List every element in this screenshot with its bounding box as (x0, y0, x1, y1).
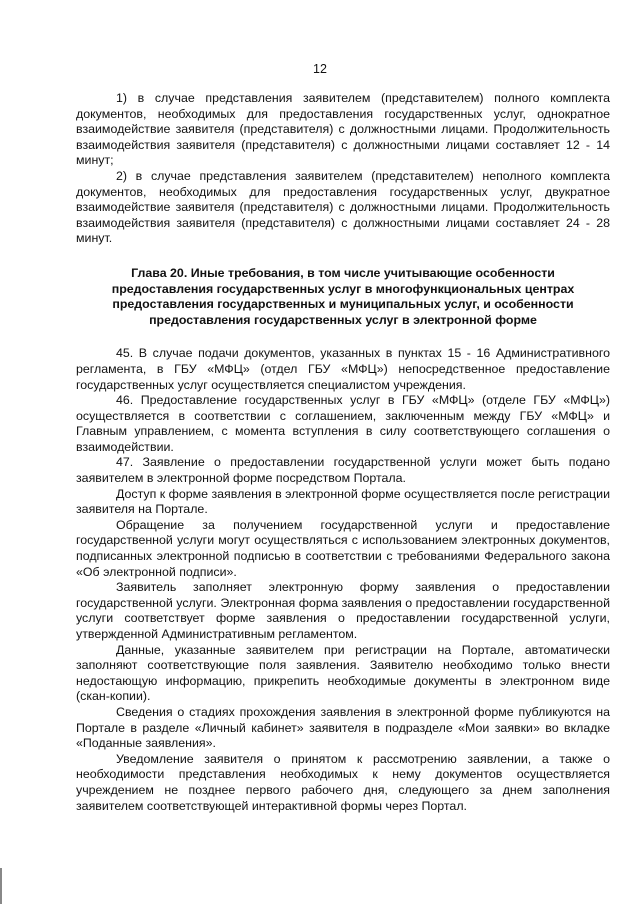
chapter-heading-line-2: предоставления государственных услуг в многофункциональных центрах (111, 281, 575, 296)
paragraph-46: 46. Предоставление государственных услуг в ГБУ «МФЦ» (отделе ГБУ «МФЦ») осуществляется в соответствии с соглашением, заключенным между ГБУ «МФЦ» и Главным управлением, с момента вступления в силу соответствующего соглашения о взаимодействии. (76, 393, 610, 454)
paragraph-autofill: Данные, указанные заявителем при регистрации на Портале, автоматически заполняют соответствующие поля заявления. Заявителю необходимо только внести недостающую информацию, прикрепить необходимые документы в электронном виде (скан-копии). (76, 642, 610, 704)
paragraph-electronic-documents: Обращение за получением государственной услуги и предоставление государственной услуги могут осуществляться с использованием электронных документов, подписанных электронной подписью в соответствии с требованиями Федерального закона «Об электронной подписи». (76, 517, 610, 579)
paragraph-45: 45. В случае подачи документов, указанных в пунктах 15 - 16 Административного регламента, в ГБУ «МФЦ» (отдел ГБУ «МФЦ») непосредственное предоставление государственных услуг осуществляется специалистом учреждения. (76, 346, 610, 392)
paragraph-item-1: 1) в случае представления заявителем (представителем) полного комплекта документов, необходимых для предоставления государственных услуг, однократное взаимодействие заявителя (представителя) с должностными лицами. Продолжительность взаимодействия заявителя (представителя) с должностными лицами составляет 12 - 14 минут; (76, 91, 610, 168)
scan-edge-mark (0, 868, 2, 904)
paragraph-portal-access: Доступ к форме заявления в электронной форме осуществляется после регистрации заявителя на Портале. (76, 486, 610, 517)
paragraph-item-2: 2) в случае представления заявителем (представителем) неполного комплекта документов, необходимых для предоставления государственных услуг, двукратное взаимодействие заявителя (представителя) с должностными лицами. Продолжительность взаимодействия заявителя (представителя) с должностными лицами составляет 24 - 28 минут. (76, 168, 610, 246)
page-number: 12 (313, 62, 327, 76)
paragraph-47: 47. Заявление о предоставлении государственной услуги может быть подано заявителем в электронной форме посредством Портала. (76, 455, 610, 486)
chapter-heading-line-1: Глава 20. Иные требования, в том числе учитывающие особенности (131, 265, 555, 280)
paragraph-notification: Уведомление заявителя о принятом к рассмотрению заявлении, а также о необходимости представления необходимых к нему документов осуществляется учреждением не позднее первого рабочего дня, следующего за днем заполнения заявителем соответствующей интерактивной формы через Портал. (76, 751, 610, 813)
chapter-heading-line-4: предоставления государственных услуг в электронной форме (149, 312, 537, 327)
paragraph-status-publication: Сведения о стадиях прохождения заявления в электронной форме публикуются на Портале в разделе «Личный кабинет» заявителя в подразделе «Мои заявки» во вкладке «Поданные заявления». (76, 704, 610, 751)
document-body (76, 91, 610, 814)
paragraph-electronic-form: Заявитель заполняет электронную форму заявления о предоставлении государственной услуги. Электронная форма заявления о предоставлении государственной услуги соответствует форме заявления о предоставлении государственной услуги, утвержденной Административным регламентом. (76, 580, 610, 641)
chapter-heading-line-3: предоставления государственных и муниципальных услуг, и особенности (112, 297, 574, 312)
chapter-heading (76, 266, 610, 328)
